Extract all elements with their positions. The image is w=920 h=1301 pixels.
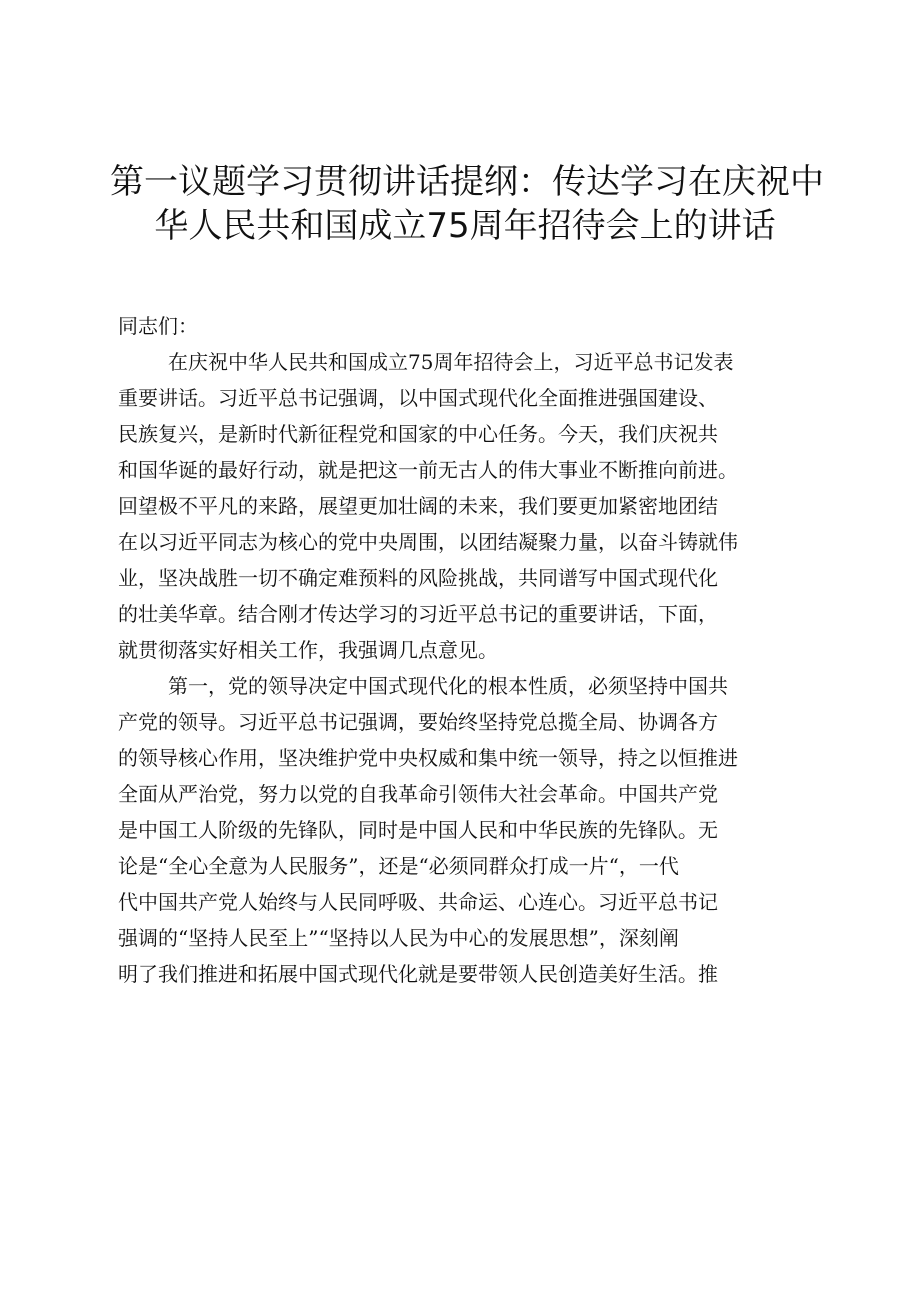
paragraph-line: 和国华诞的最好行动，就是把这一前无古人的伟大事业不断推向前进。 (118, 458, 738, 482)
paragraph-line: 明了我们推进和拓展中国式现代化就是要带领人民创造美好生活。推 (118, 962, 718, 986)
paragraph-line: 业，坚决战胜一切不确定难预料的风险挑战，共同谱写中国式现代化 (118, 566, 718, 590)
paragraph-line: 就贯彻落实好相关工作，我强调几点意见。 (118, 638, 498, 662)
document-body (118, 308, 818, 992)
paragraph-line: 回望极不平凡的来路，展望更加壮阔的未来，我们要更加紧密地团结 (118, 494, 718, 518)
salutation: 同志们： (118, 314, 198, 338)
paragraph-line: 的领导核心作用，坚决维护党中央权威和集中统一领导，持之以恒推进 (118, 746, 738, 770)
paragraph-1 (118, 344, 818, 668)
paragraph-line: 是中国工人阶级的先锋队，同时是中国人民和中华民族的先锋队。无 (118, 818, 718, 842)
paragraph-line: 强调的“坚持人民至上”“坚持以人民为中心的发展思想”，深刻阐 (118, 926, 679, 950)
paragraph-line: 产党的领导。习近平总书记强调，要始终坚持党总揽全局、协调各方 (118, 710, 718, 734)
paragraph-line: 民族复兴，是新时代新征程党和国家的中心任务。今天，我们庆祝共 (118, 422, 718, 446)
paragraph-line: 在以习近平同志为核心的党中央周围，以团结凝聚力量，以奋斗铸就伟 (118, 530, 738, 554)
document-title (110, 160, 824, 248)
paragraph-line: 在庆祝中华人民共和国成立75周年招待会上，习近平总书记发表 (168, 350, 734, 374)
paragraph-2 (118, 668, 818, 992)
paragraph-line: 论是“全心全意为人民服务”，还是“必须同群众打成一片“，一代 (118, 854, 679, 878)
title-line: 华人民共和国成立75周年招待会上的讲话 (154, 206, 776, 246)
paragraph-line: 第一，党的领导决定中国式现代化的根本性质，必须坚持中国共 (168, 674, 728, 698)
title-line: 第一议题学习贯彻讲话提纲：传达学习在庆祝中 (110, 162, 824, 202)
paragraph-line: 重要讲话。习近平总书记强调，以中国式现代化全面推进强国建设、 (118, 386, 718, 410)
paragraph-line: 全面从严治党，努力以党的自我革命引领伟大社会革命。中国共产党 (118, 782, 718, 806)
paragraph-line: 代中国共产党人始终与人民同呼吸、共命运、心连心。习近平总书记 (118, 890, 718, 914)
paragraph-line: 的壮美华章。结合刚才传达学习的习近平总书记的重要讲话，下面， (118, 602, 718, 626)
